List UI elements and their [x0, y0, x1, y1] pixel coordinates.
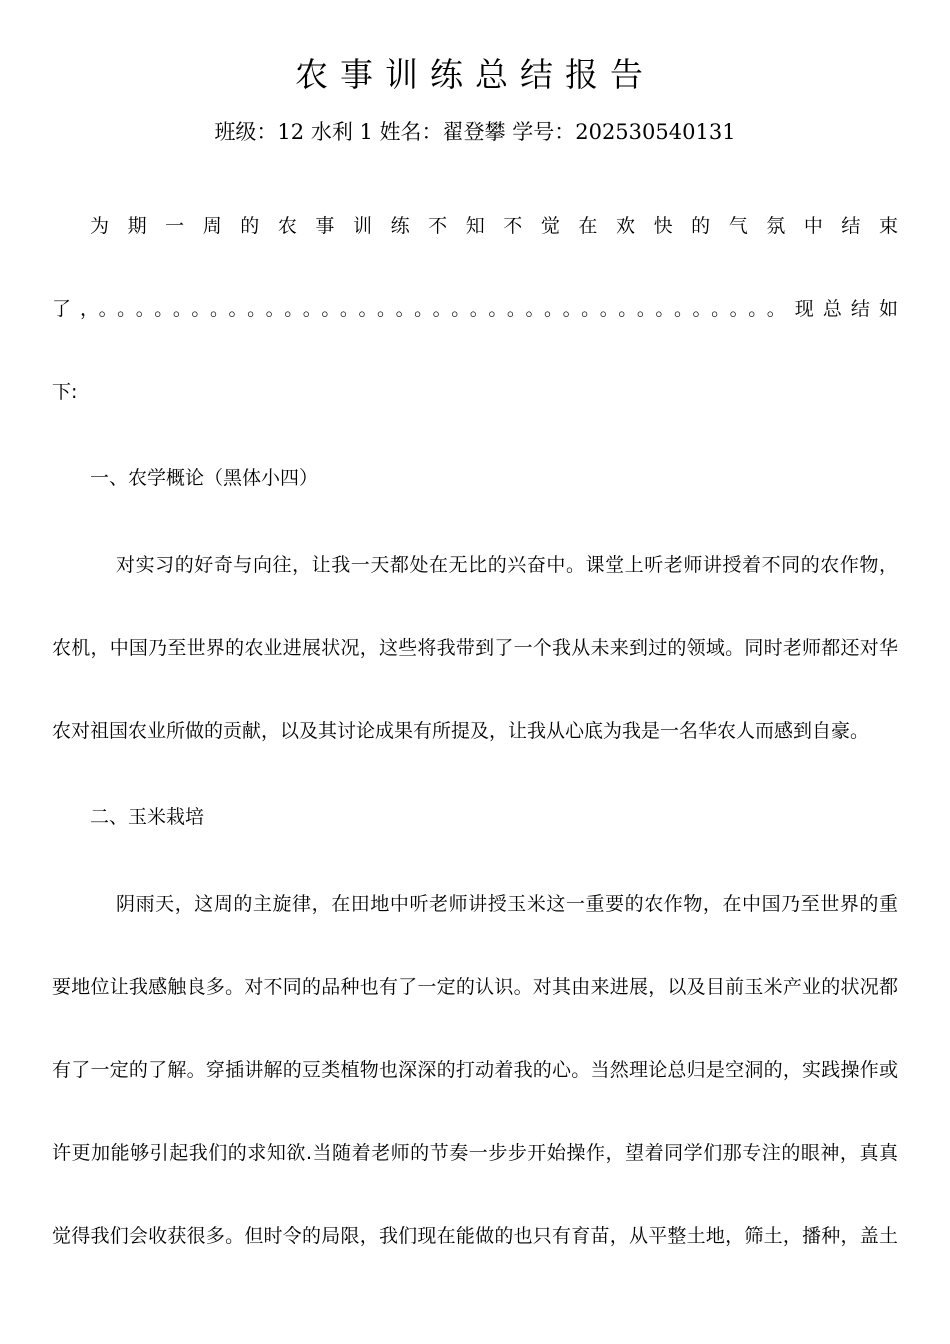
paragraph-line: 阴雨天，这周的主旋律，在田地中听老师讲授玉米这一重要的农作物，在中国乃至世界的重: [116, 893, 898, 915]
paragraph-line: 有了一定的了解。穿插讲解的豆类植物也深深的打动着我的心。当然理论总归是空洞的，实践操作或: [52, 1059, 898, 1081]
paragraph-line: 农机，中国乃至世界的农业进展状况，这些将我带到了一个我从未来到过的领域。同时老师都还对华: [52, 637, 898, 659]
paragraph-line: 对实习的好奇与向往，让我一天都处在无比的兴奋中。课堂上听老师讲授着不同的农作物，: [116, 554, 898, 576]
paragraph-line: 农对祖国农业所做的贡献，以及其讨论成果有所提及，让我从心底为我是一名华农人而感到自豪。: [52, 720, 870, 742]
student-info: 班级：12 水利 1 姓名：翟登攀 学号：202530540131: [214, 120, 736, 144]
section-heading: 二、玉米栽培: [90, 806, 205, 828]
section-heading: 一、农学概论（黑体小四）: [90, 467, 319, 489]
paragraph-line: 下:: [52, 381, 78, 403]
paragraph-line: 许更加能够引起我们的求知欲.当随着老师的节奏一步步开始操作，望着同学们那专注的眼神，真真: [52, 1142, 898, 1164]
paragraph-line: 了，。。。。。。。。。。。。。。。。。。。。。。。。。。。。。。。。。。。。。现总结如: [52, 298, 898, 320]
paragraph-line: 为 期 一 周 的 农 事 训 练 不 知 不 觉 在 欢 快 的 气 氛 中 结 束: [90, 215, 898, 237]
paragraph-line: 要地位让我感触良多。对不同的品种也有了一定的认识。对其由来进展，以及目前玉米产业的状况都: [52, 976, 898, 998]
paragraph-line: 觉得我们会收获很多。但时令的局限，我们现在能做的也只有育苗，从平整土地，筛土，播种，盖土: [52, 1225, 898, 1247]
page-title: 农事训练总结报告: [295, 55, 655, 94]
